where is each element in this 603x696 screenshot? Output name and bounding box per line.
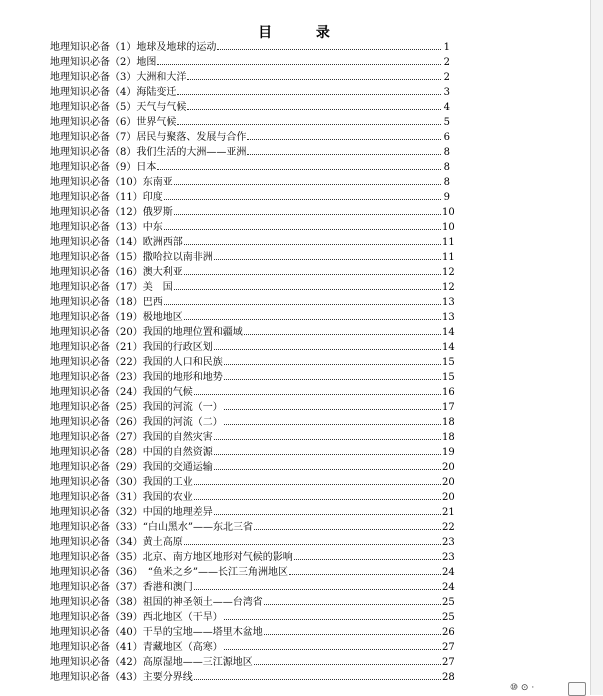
toc-entry[interactable] [50, 625, 455, 640]
toc-entry-title: 地理知识必备（30）我国的工业 [50, 477, 193, 488]
toc-entry-title: 地理知识必备（28）中国的自然资源 [50, 447, 213, 458]
title-char-left: 目 [258, 25, 275, 41]
toc-entry[interactable] [50, 205, 455, 220]
toc-entry[interactable] [50, 445, 455, 460]
toc-entry[interactable] [50, 325, 455, 340]
dot-leader [214, 349, 441, 350]
toc-entry-page: 27 [442, 657, 455, 668]
dot-leader [174, 214, 441, 215]
toc-entry[interactable] [50, 595, 455, 610]
toc-entry[interactable] [50, 565, 455, 580]
dot-leader [194, 679, 441, 680]
dot-leader [184, 319, 441, 320]
dot-leader [184, 544, 441, 545]
toc-entry[interactable] [50, 265, 455, 280]
toc-entry-title: 地理知识必备（11）印度 [50, 192, 163, 203]
dot-leader [214, 469, 441, 470]
dot-leader [174, 184, 441, 185]
dot-leader [194, 589, 441, 590]
toc-entry[interactable] [50, 535, 455, 550]
toc-entry[interactable] [50, 640, 455, 655]
toc-entry-page: 28 [442, 672, 455, 683]
toc-entry-title: 地理知识必备（32）中国的地理差异 [50, 507, 213, 518]
toc-entry[interactable] [50, 145, 450, 160]
toc-entry-page: 4 [443, 102, 450, 113]
toc-entry[interactable] [50, 655, 455, 670]
toc-entry-title: 地理知识必备（1）地球及地球的运动 [50, 42, 217, 53]
toc-entry-title: 地理知识必备（9）日本 [50, 162, 157, 173]
dot-leader [214, 454, 441, 455]
toc-entry[interactable] [50, 190, 450, 205]
toc-entry[interactable] [50, 310, 455, 325]
toc-entry-title: 地理知识必备（40）干旱的宝地——塔里木盆地 [50, 627, 263, 638]
toc-entry-page: 23 [442, 552, 455, 563]
toc-entry-title: 地理知识必备（16）澳大利亚 [50, 267, 183, 278]
toc-entry-page: 15 [442, 357, 455, 368]
toc-entry-page: 8 [443, 147, 450, 158]
toc-entry[interactable] [50, 580, 455, 595]
toc-entry[interactable] [50, 340, 455, 355]
toc-entry-page: 16 [442, 387, 455, 398]
toc-entry-title: 地理知识必备（6）世界气候 [50, 117, 177, 128]
toc-entry-title: 地理知识必备（31）我国的农业 [50, 492, 193, 503]
dot-leader [224, 424, 441, 425]
toc-entry-title: 地理知识必备（13）中东 [50, 222, 163, 233]
toc-entry-page: 3 [443, 87, 450, 98]
toc-entry[interactable] [50, 250, 455, 265]
toc-entry[interactable] [50, 430, 455, 445]
toc-entry[interactable] [50, 385, 455, 400]
toc-entry-title: 地理知识必备（29）我国的交通运输 [50, 462, 213, 473]
toc-entry[interactable] [50, 40, 450, 55]
toc-entry[interactable] [50, 610, 455, 625]
page-title [0, 22, 590, 42]
dot-leader [224, 649, 441, 650]
toc-entry-page: 25 [442, 612, 455, 623]
dot-leader [224, 409, 441, 410]
toc-entry-title: 地理知识必备（20）我国的地理位置和疆域 [50, 327, 243, 338]
toc-entry-page: 2 [443, 72, 450, 83]
toc-entry[interactable] [50, 550, 455, 565]
dot-leader [157, 64, 441, 65]
dot-leader [244, 334, 441, 335]
toc-entry[interactable] [50, 355, 455, 370]
toc-entry-title: 地理知识必备（25）我国的河流（一） [50, 402, 223, 413]
toc-entry-title: 地理知识必备（3）大洲和大洋 [50, 72, 187, 83]
toc-entry-page: 11 [442, 237, 455, 248]
toc-entry-page: 9 [443, 192, 450, 203]
toc-entry-page: 25 [442, 597, 455, 608]
toc-entry-title: 地理知识必备（21）我国的行政区划 [50, 342, 213, 353]
toc-entry[interactable] [50, 400, 455, 415]
dot-leader [157, 169, 441, 170]
toc-entry[interactable] [50, 490, 455, 505]
toc-entry-page: 13 [442, 297, 455, 308]
toc-entry-page: 11 [442, 252, 455, 263]
dot-leader [164, 304, 441, 305]
toc-entry[interactable] [50, 505, 455, 520]
dot-leader [187, 79, 441, 80]
toc-entry-page: 20 [442, 462, 455, 473]
dot-leader [224, 619, 441, 620]
toc-entry-page: 21 [442, 507, 455, 518]
title-char-right: 录 [315, 25, 332, 41]
toc-entry-title: 地理知识必备（14）欧洲西部 [50, 237, 183, 248]
toc-entry-title: 地理知识必备（8）我们生活的大洲——亚洲 [50, 147, 247, 158]
toc-entry-title: 地理知识必备（43）主要分界线 [50, 672, 193, 683]
dot-leader [184, 244, 441, 245]
toc-entry-page: 27 [442, 642, 455, 653]
toc-entry-page: 10 [442, 207, 455, 218]
toc-entry[interactable] [50, 670, 455, 685]
toc-entry-page: 15 [442, 372, 455, 383]
dot-leader [247, 139, 441, 140]
toc-entry[interactable] [50, 130, 450, 145]
toc-entry-title: 地理知识必备（42）高原湿地——三江源地区 [50, 657, 253, 668]
table-of-contents [50, 40, 455, 685]
toc-entry-title: 地理知识必备（23）我国的地形和地势 [50, 372, 223, 383]
toc-entry[interactable] [50, 175, 450, 190]
toc-entry-page: 2 [443, 57, 450, 68]
toc-entry[interactable] [50, 520, 455, 535]
toc-entry-page: 8 [443, 177, 450, 188]
toc-entry-page: 14 [442, 342, 455, 353]
toc-entry-title: 地理知识必备（35）北京、南方地区地形对气候的影响 [50, 552, 293, 563]
dot-leader [247, 154, 441, 155]
toc-entry-page: 6 [443, 132, 450, 143]
toc-entry-title: 地理知识必备（10）东南亚 [50, 177, 173, 188]
toc-entry-page: 12 [442, 267, 455, 278]
toc-entry-title: 地理知识必备（4）海陆变迁 [50, 87, 177, 98]
toc-entry-title: 地理知识必备（39）西北地区（干旱） [50, 612, 223, 623]
toc-entry-page: 20 [442, 492, 455, 503]
dot-leader [194, 484, 441, 485]
dot-leader [174, 289, 441, 290]
toc-entry[interactable] [50, 370, 455, 385]
toc-entry-title: 地理知识必备（7）居民与聚落、发展与合作 [50, 132, 247, 143]
toc-entry-page: 22 [442, 522, 455, 533]
toc-entry-title: 地理知识必备（18）巴西 [50, 297, 163, 308]
toc-entry-title: 地理知识必备（5）天气与气候 [50, 102, 187, 113]
dot-leader [264, 634, 441, 635]
dot-leader [294, 559, 441, 560]
layout-icon[interactable] [568, 682, 586, 696]
dot-leader [264, 604, 441, 605]
toc-entry-page: 20 [442, 477, 455, 488]
toc-entry[interactable] [50, 280, 455, 295]
toc-entry-page: 1 [443, 42, 450, 53]
dot-leader [214, 514, 441, 515]
toc-entry-page: 14 [442, 327, 455, 338]
toc-entry-title: 地理知识必备（41）青藏地区（高寒） [50, 642, 223, 653]
dot-leader [164, 199, 441, 200]
dot-leader [187, 109, 441, 110]
toc-entry-page: 18 [442, 432, 455, 443]
toc-entry[interactable] [50, 460, 455, 475]
dot-leader [177, 124, 441, 125]
toc-entry-page: 24 [442, 582, 455, 593]
toc-entry-page: 12 [442, 282, 455, 293]
toc-entry-title: 地理知识必备（15）撒哈拉以南非洲 [50, 252, 213, 263]
toc-entry-page: 24 [442, 567, 455, 578]
toc-entry[interactable] [50, 160, 450, 175]
scrollbar[interactable] [590, 0, 603, 695]
toc-entry[interactable] [50, 55, 450, 70]
toc-entry-page: 23 [442, 537, 455, 548]
toc-entry-title: 地理知识必备（38）祖国的神圣领土——台湾省 [50, 597, 263, 608]
toc-entry-page: 5 [443, 117, 450, 128]
toc-entry-title: 地理知识必备（24）我国的气候 [50, 387, 193, 398]
toc-entry-page: 19 [442, 447, 455, 458]
toc-entry-page: 10 [442, 222, 455, 233]
toc-entry-title: 地理知识必备（34）黄土高原 [50, 537, 183, 548]
toc-entry[interactable] [50, 220, 455, 235]
dot-leader [224, 379, 441, 380]
dot-leader [214, 439, 441, 440]
dot-leader [164, 229, 441, 230]
toc-entry-page: 18 [442, 417, 455, 428]
toc-entry[interactable] [50, 85, 450, 100]
toc-entry-title: 地理知识必备（37）香港和澳门 [50, 582, 193, 593]
toc-entry[interactable] [50, 295, 455, 310]
toc-entry-title: 地理知识必备（2）地图 [50, 57, 157, 68]
toc-entry-page: 8 [443, 162, 450, 173]
toc-entry-title: 地理知识必备（26）我国的河流（二） [50, 417, 223, 428]
toc-entry[interactable] [50, 100, 450, 115]
toc-entry-page: 13 [442, 312, 455, 323]
toc-entry-title: 地理知识必备（12）俄罗斯 [50, 207, 173, 218]
toc-entry[interactable] [50, 235, 455, 250]
toc-entry-title: 地理知识必备（36） “鱼米之乡”——长江三角洲地区 [50, 567, 288, 578]
dot-leader [214, 259, 441, 260]
toc-entry-title: 地理知识必备（19）极地地区 [50, 312, 183, 323]
dot-leader [254, 529, 441, 530]
toc-entry-page: 17 [442, 402, 455, 413]
dot-leader [194, 499, 441, 500]
dot-leader [184, 274, 441, 275]
toc-entry[interactable] [50, 475, 455, 490]
status-indicator: ⑩ ⊙ · [510, 683, 535, 693]
toc-entry-title: 地理知识必备（27）我国的自然灾害 [50, 432, 213, 443]
toc-entry[interactable] [50, 70, 450, 85]
dot-leader [289, 574, 441, 575]
dot-leader [177, 94, 441, 95]
dot-leader [254, 664, 441, 665]
toc-entry-title: 地理知识必备（17）美 国 [50, 282, 173, 293]
dot-leader [217, 49, 441, 50]
dot-leader [224, 364, 441, 365]
toc-entry-title: 地理知识必备（33）“白山黑水”——东北三省 [50, 522, 253, 533]
toc-entry-title: 地理知识必备（22）我国的人口和民族 [50, 357, 223, 368]
toc-entry-page: 26 [442, 627, 455, 638]
toc-entry[interactable] [50, 115, 450, 130]
toc-entry[interactable] [50, 415, 455, 430]
dot-leader [194, 394, 441, 395]
